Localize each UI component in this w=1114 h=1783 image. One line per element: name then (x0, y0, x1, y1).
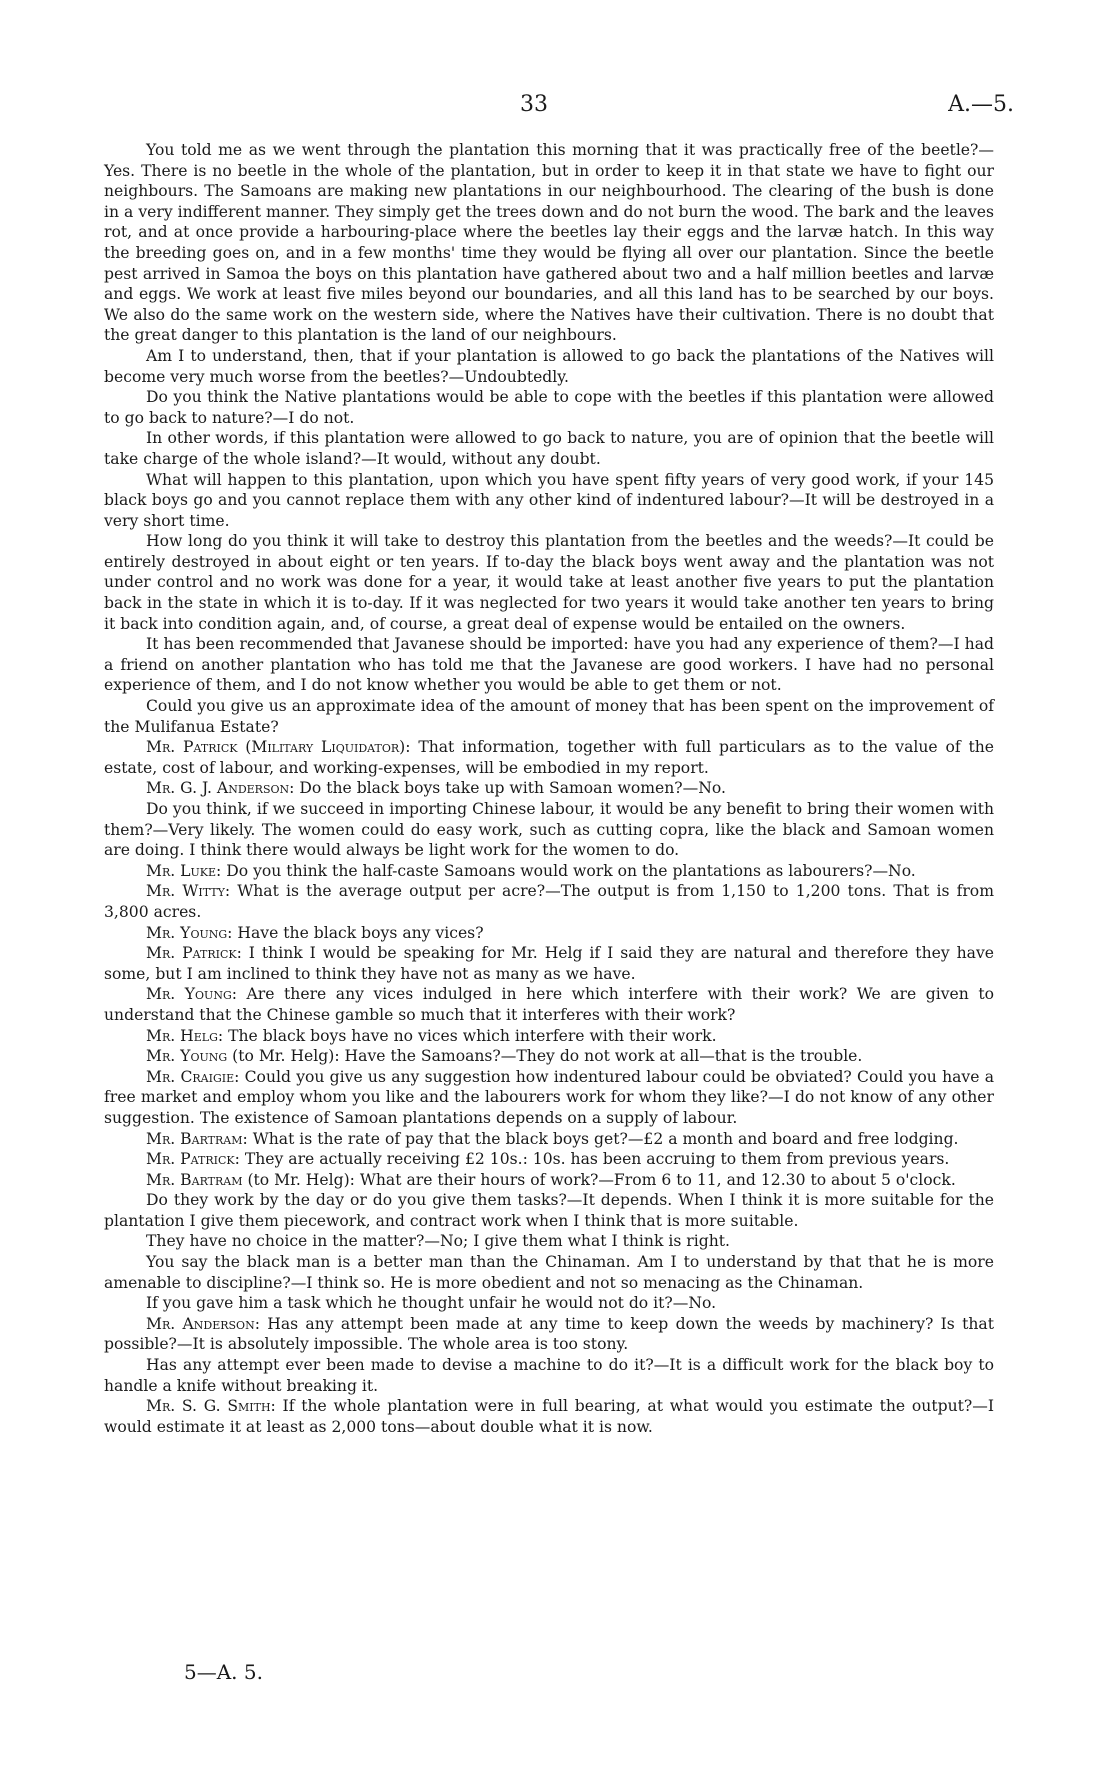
paragraph-text: They are actually receiving £2 10s.: 10s. has been accruing to them from previous years. (244, 1150, 950, 1169)
paragraph-text: If you gave him a task which he thought unfair he would not do it?—No. (146, 1294, 717, 1313)
speaker-name: Mr. Young (146, 1047, 228, 1066)
paragraph-text: Are there any vices indulged in here which interfere with their work? We are given to understand that the Chinese gamble so much that it interferes with their work? (104, 985, 994, 1024)
paragraph-text: That information, together with full particulars as to the value of the estate, cost of labour, and working-expenses, will be embodied in my report. (104, 738, 994, 777)
speaker-name: Mr. Patrick (Military Liquidator): (146, 738, 411, 757)
paragraph (104, 923, 994, 944)
speaker-name: Mr. Craigie: (146, 1067, 240, 1086)
page-number: 33 (520, 92, 548, 117)
document-reference: A.—5. (948, 92, 1014, 117)
paragraph (104, 140, 994, 346)
paragraph (104, 531, 994, 634)
speaker-name: Mr. Young: (146, 985, 237, 1004)
paragraph-text: It has been recommended that Javanese should be imported: have you had any experience of them?—I had a friend on another plantation who has told me that the Javanese are good workers. I have had no personal experience of them, and I do not know whether you would be able to get them or not. (104, 635, 994, 695)
paragraph (104, 696, 994, 737)
paragraph (104, 1355, 994, 1396)
paragraph (104, 984, 994, 1025)
speaker-name: Mr. Luke: (146, 861, 222, 880)
speaker-name: Mr. Patrick: (146, 944, 242, 963)
paragraph-text: Do you think the Native plantations would be able to cope with the beetles if this plantation were allowed to go back to nature?—I do not. (104, 388, 994, 427)
paragraph (104, 1293, 994, 1314)
speaker-name: Mr. Bartram: (146, 1129, 248, 1148)
speaker-name: Mr. Young: (146, 923, 233, 942)
page-header (0, 92, 1114, 132)
paragraph-text: I think I would be speaking for Mr. Helg if I said they are natural and therefore they have some, but I am inclined to think they have not as many as we have. (104, 944, 994, 983)
paragraph-text: (to Mr. Helg): Have the Samoans?—They do not work at all—that is the trouble. (232, 1047, 863, 1066)
paragraph-text: Have the black boys any vices? (237, 923, 484, 942)
paragraph-text: Could you give us any suggestion how indentured labour could be obviated? Could you have a free market and employ whom you like and the labourers work for whom they like?—I do not know of any other suggestion. The existence of Samoan plantations depends on a supply of labour. (104, 1067, 994, 1127)
paragraph (104, 387, 994, 428)
paragraph (104, 1046, 994, 1067)
speaker-name: Mr. Helg: (146, 1026, 224, 1045)
paragraph-text: If the whole plantation were in full bearing, at what would you estimate the output?—I would estimate it at least as 2,000 tons—about double what it is now. (104, 1397, 994, 1436)
paragraph-text: Has any attempt been made at any time to keep down the weeds by machinery? Is that possible?—It is absolutely impossible. The whole area is too stony. (104, 1314, 994, 1354)
paragraph-text: Has any attempt ever been made to devise a machine to do it?—It is a difficult work for the black boy to handle a knife without breaking it. (104, 1356, 994, 1395)
paragraph-text: The black boys have no vices which interfere with their work. (228, 1026, 717, 1045)
paragraph-text: Am I to understand, then, that if your plantation is allowed to go back the plantations of the Natives will become very much worse from the beetles?—Undoubtedly. (104, 346, 994, 386)
body-text (104, 140, 994, 1437)
paragraph (104, 1190, 994, 1231)
paragraph-text: What will happen to this plantation, upon which you have spent fifty years of very good work, if your 145 black boys go and you cannot replace them with any other kind of indentured labour?—It will be destroyed in a very short time. (104, 470, 994, 530)
paragraph (104, 1231, 994, 1252)
paragraph (104, 1129, 994, 1150)
paragraph-text: (to Mr. Helg): What are their hours of work?—From 6 to 11, and 12.30 to about 5 o'clock. (247, 1170, 956, 1189)
paragraph (104, 1314, 994, 1355)
paragraph (104, 1396, 994, 1437)
paragraph-text: Do you think, if we succeed in importing Chinese labour, it would be any benefit to bring their women with them?—Very likely. The women could do easy work, such as cutting copra, like the black and Samoan women are doing. I think there would always be light work for the women to do. (104, 800, 994, 860)
paragraph (104, 737, 994, 778)
paragraph-text: What is the average output per acre?—The output is from 1,150 to 1,200 tons. That is from 3,800 acres. (104, 882, 994, 921)
speaker-name: Mr. S. G. Smith: (146, 1397, 276, 1416)
paragraph (104, 1252, 994, 1293)
paragraph-text: Do the black boys take up with Samoan women?—No. (299, 779, 726, 798)
paragraph-text: You say the black man is a better man than the Chinaman. Am I to understand by that that he is more amenable to discipline?—I think so. He is more obedient and not so menacing as the Chinaman. (104, 1253, 994, 1292)
footer-signature: 5—A. 5. (184, 1660, 263, 1684)
paragraph-text: What is the rate of pay that the black boys get?—£2 a month and board and free lodging. (252, 1129, 959, 1148)
speaker-name: Mr. Patrick: (146, 1150, 240, 1169)
paragraph (104, 634, 994, 696)
paragraph (104, 778, 994, 799)
paragraph (104, 1149, 994, 1170)
paragraph (104, 881, 994, 922)
paragraph-text: Do you think the half-caste Samoans would work on the plantations as labourers?—No. (226, 861, 916, 880)
speaker-name: Mr. Anderson: (146, 1314, 260, 1333)
paragraph-text: In other words, if this plantation were allowed to go back to nature, you are of opinion that the beetle will take charge of the whole island?—It would, without any doubt. (104, 429, 994, 468)
speaker-name: Mr. G. J. Anderson: (146, 779, 295, 798)
paragraph (104, 1067, 994, 1129)
paragraph-text: Do they work by the day or do you give them tasks?—It depends. When I think it is more suitable for the plantation I give them piecework, and contract work when I think that is more suitable. (104, 1191, 994, 1230)
paragraph-text: How long do you think it will take to destroy this plantation from the beetles and the weeds?—It could be entirely destroyed in about eight or ten years. If to-day the black boys went away and the plantation was not under control and no work was done for a year, it would take at least another five years to put the plantation back in the state in which it is to-day. If it was neglected for two years it would take another ten years to bring it back into condition again, and, of course, a great deal of expense would be entailed on the owners. (104, 532, 994, 633)
paragraph (104, 799, 994, 861)
speaker-name: Mr. Bartram (146, 1170, 243, 1189)
paragraph (104, 428, 994, 469)
paragraph-text: Could you give us an approximate idea of the amount of money that has been spent on the improvement of the Mulifanua Estate? (104, 697, 994, 736)
speaker-name: Mr. Witty: (146, 882, 231, 901)
paragraph (104, 346, 994, 387)
paragraph (104, 470, 994, 532)
paragraph (104, 861, 994, 882)
paragraph-text: They have no choice in the matter?—No; I give them what I think is right. (146, 1232, 730, 1251)
paragraph (104, 943, 994, 984)
paragraph-text: You told me as we went through the plantation this morning that it was practically free of the beetle?—Yes. There is no beetle in the whole of the plantation, but in order to keep it in that state we have to fight our neighbours. The Samoans are making new plantations in our neighbourhood. The clearing of the bush is done in a very indifferent manner. They simply get the trees down and do not burn the wood. The bark and the leaves rot, and at once provide a harbouring-place where the beetles lay their eggs and the larvæ hatch. In this way the breeding goes on, and in a few months' time they would be flying all over our plantation. Since the beetle pest arrived in Samoa the boys on this plantation have gathered about two and a half million beetles and larvæ and eggs. We work at least five miles beyond our boundaries, and all this land has to be searched by our boys. We also do the same work on the western side, where the Natives have their cultivation. There is no doubt that the great danger to this plantation is the land of our neighbours. (104, 141, 994, 345)
paragraph (104, 1026, 994, 1047)
paragraph (104, 1170, 994, 1191)
